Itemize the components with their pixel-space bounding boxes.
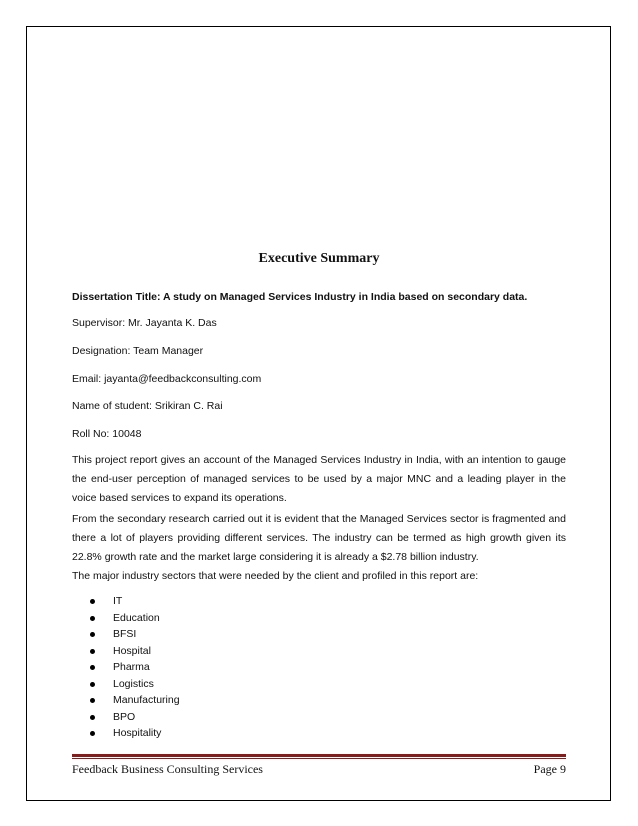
designation: Designation: Team Manager	[72, 345, 204, 357]
bullet-icon	[90, 715, 95, 720]
paragraph-research: From the secondary research carried out it is evident that the Managed Services sector is fragmented and there a lot of players providing different services. The industry can be termed as high growth given its 22.8% growth rate and the market large considering it is already a $2.78 billion industry.	[72, 513, 566, 563]
bullet-icon	[90, 698, 95, 703]
paragraph-intro: This project report gives an account of the Managed Services Industry in India, with an intention to gauge the end-user perception of managed services to be used by a major MNC and a leading player in the voice based services to expand its operations.	[72, 454, 566, 504]
list-item: Education	[90, 612, 180, 629]
page-title: Executive Summary	[258, 251, 380, 266]
list-item: IT	[90, 595, 180, 612]
list-item: Hospital	[90, 645, 180, 662]
bullet-icon	[90, 616, 95, 621]
bullet-icon	[90, 599, 95, 604]
bullet-icon	[90, 665, 95, 670]
email: Email: jayanta@feedbackconsulting.com	[72, 373, 262, 385]
paragraph-sectors: The major industry sectors that were needed by the client and profiled in this report are:	[72, 570, 479, 582]
list-item: Hospitality	[90, 727, 180, 744]
list-item: BFSI	[90, 628, 180, 645]
bullet-icon	[90, 731, 95, 736]
list-item: Logistics	[90, 678, 180, 695]
bullet-icon	[90, 682, 95, 687]
student-name: Name of student: Srikiran C. Rai	[72, 400, 223, 412]
supervisor: Supervisor: Mr. Jayanta K. Das	[72, 317, 217, 329]
footer-rule	[72, 754, 566, 757]
dissertation-title: Dissertation Title: A study on Managed Services Industry in India based on secondary data.	[72, 291, 528, 303]
sector-list	[90, 595, 180, 744]
list-item: Pharma	[90, 661, 180, 678]
list-item: BPO	[90, 711, 180, 728]
page-number: Page 9	[533, 762, 566, 776]
list-item: Manufacturing	[90, 694, 180, 711]
bullet-icon	[90, 632, 95, 637]
footer-company: Feedback Business Consulting Services	[72, 762, 263, 776]
bullet-icon	[90, 649, 95, 654]
roll-number: Roll No: 10048	[72, 428, 142, 440]
footer-rule-thin	[72, 758, 566, 759]
